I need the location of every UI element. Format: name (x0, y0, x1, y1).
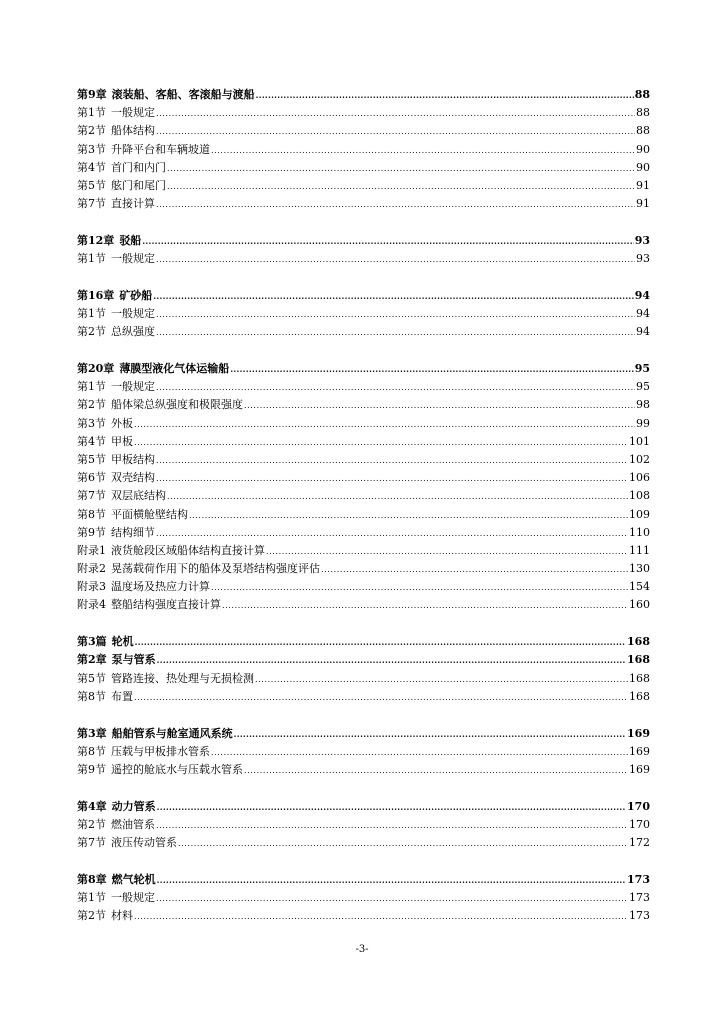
toc-entry-title: 燃气轮机 (111, 872, 156, 886)
toc-entry-page: 106 (629, 471, 650, 485)
toc-entry-page: 88 (636, 124, 650, 138)
toc-entry-title: 双层底结构 (111, 489, 166, 503)
toc-entry-page: 154 (629, 580, 650, 594)
toc-entry-title: 平面横舱壁结构 (111, 507, 188, 521)
toc-entry-title: 船体结构 (111, 124, 155, 138)
dot-leader (156, 251, 635, 269)
toc-entry[interactable] (77, 250, 650, 268)
toc-entry-title: 直接计算 (111, 197, 155, 211)
toc-entry-page: 95 (634, 362, 650, 376)
toc-entry[interactable] (77, 305, 650, 323)
toc-entry-page: 93 (636, 252, 650, 266)
toc-entry[interactable] (77, 506, 650, 524)
toc-entry-number: 第3节 (77, 142, 106, 156)
toc-entry-title: 燃油管系 (111, 817, 155, 831)
dot-leader (230, 360, 633, 378)
toc-entry-page: 130 (629, 562, 650, 576)
dot-leader (156, 123, 635, 141)
toc-entry-number: 第2节 (77, 817, 106, 831)
toc-entry-number: 第6节 (77, 471, 106, 485)
table-of-contents (77, 86, 650, 925)
dot-leader (156, 379, 635, 397)
toc-entry[interactable] (77, 596, 650, 614)
toc-entry-title: 一般规定 (111, 106, 155, 120)
toc-entry-number: 第3节 (77, 416, 106, 430)
toc-entry-title: 甲板结构 (111, 452, 155, 466)
toc-entry-page: 91 (636, 178, 650, 192)
dot-leader (244, 397, 635, 415)
toc-entry-number: 附录2 (77, 562, 106, 576)
dot-leader (256, 86, 634, 104)
dot-leader (156, 306, 635, 324)
toc-entry-page: 88 (636, 106, 650, 120)
toc-entry-number: 附录4 (77, 598, 106, 612)
dot-leader (157, 871, 626, 889)
toc-entry[interactable] (77, 177, 650, 195)
toc-heading-entry[interactable] (77, 871, 650, 889)
toc-entry-number: 第16章 (77, 288, 115, 302)
toc-entry-title: 材料 (111, 909, 133, 923)
toc-entry-page: 172 (629, 836, 650, 850)
dot-leader (266, 543, 628, 561)
dot-leader (157, 651, 626, 669)
toc-entry-page: 170 (627, 799, 650, 813)
toc-entry-page: 168 (627, 635, 650, 649)
toc-entry-number: 第1节 (77, 252, 106, 266)
toc-entry-title: 一般规定 (111, 307, 155, 321)
toc-entry-title: 动力管系 (111, 799, 156, 813)
dot-leader (234, 725, 626, 743)
toc-entry[interactable] (77, 761, 650, 779)
toc-entry-title: 液压传动管系 (111, 836, 177, 850)
dot-leader (167, 160, 635, 178)
dot-leader (135, 633, 626, 651)
toc-entry-number: 第2节 (77, 124, 106, 138)
toc-entry-page: 169 (627, 726, 650, 740)
dot-leader (255, 671, 628, 689)
dot-leader (134, 416, 635, 434)
toc-entry-page: 90 (636, 160, 650, 174)
toc-entry[interactable] (77, 104, 650, 122)
toc-entry-page: 99 (636, 416, 650, 430)
toc-entry-title: 船体梁总纵强度和极限强度 (111, 398, 243, 412)
toc-entry-number: 第20章 (77, 362, 115, 376)
toc-entry-number: 第2节 (77, 325, 106, 339)
toc-entry-number: 第9节 (77, 762, 106, 776)
toc-entry-number: 第3篇 (77, 635, 107, 649)
dot-leader (211, 579, 628, 597)
toc-entry-number: 第5节 (77, 452, 106, 466)
toc-entry[interactable] (77, 451, 650, 469)
toc-entry-title: 矿砂船 (119, 288, 153, 302)
toc-entry[interactable] (77, 141, 650, 159)
dot-leader (156, 817, 628, 835)
toc-entry-number: 第8节 (77, 744, 106, 758)
toc-entry-title: 液货舱段区域船体结构直接计算 (111, 543, 265, 557)
toc-entry-page: 91 (636, 197, 650, 211)
toc-entry[interactable] (77, 433, 650, 451)
toc-heading-entry[interactable] (77, 287, 650, 305)
toc-entry[interactable] (77, 578, 650, 596)
toc-entry-number: 第7节 (77, 489, 106, 503)
toc-entry-title: 总纵强度 (111, 325, 155, 339)
dot-leader (134, 434, 628, 452)
dot-leader (134, 689, 628, 707)
dot-leader (178, 835, 628, 853)
toc-entry-page: 170 (629, 817, 650, 831)
toc-entry-page: 93 (634, 233, 650, 247)
toc-entry[interactable] (77, 542, 650, 560)
toc-entry-number: 第4节 (77, 160, 106, 174)
dot-leader (156, 452, 628, 470)
toc-entry-number: 第7节 (77, 197, 106, 211)
toc-entry-title: 压载与甲板排水管系 (111, 744, 210, 758)
toc-entry[interactable] (77, 396, 650, 414)
toc-entry-page: 94 (634, 288, 650, 302)
toc-entry-number: 第4章 (77, 799, 107, 813)
toc-entry-title: 一般规定 (111, 252, 155, 266)
toc-entry-title: 遥控的舱底水与压载水管系 (111, 762, 243, 776)
dot-leader (321, 561, 628, 579)
toc-entry-number: 第1节 (77, 891, 106, 905)
toc-entry[interactable] (77, 670, 650, 688)
toc-entry[interactable] (77, 487, 650, 505)
toc-entry-title: 驳船 (119, 233, 142, 247)
toc-entry-number: 第3章 (77, 726, 107, 740)
toc-heading-entry[interactable] (77, 232, 650, 250)
toc-entry[interactable] (77, 159, 650, 177)
toc-entry-title: 升降平台和车辆坡道 (111, 142, 210, 156)
toc-entry-page: 168 (629, 671, 650, 685)
toc-entry-number: 第8章 (77, 872, 107, 886)
toc-entry-number: 第9节 (77, 525, 106, 539)
toc-entry-title: 泵与管系 (111, 653, 156, 667)
toc-heading-entry[interactable] (77, 633, 650, 651)
toc-entry[interactable] (77, 415, 650, 433)
dot-leader (222, 597, 628, 615)
toc-entry-page: 173 (627, 872, 650, 886)
toc-heading-entry[interactable] (77, 651, 650, 669)
toc-entry-title: 首门和内门 (111, 160, 166, 174)
dot-leader (167, 488, 628, 506)
toc-entry-title: 结构细节 (111, 525, 155, 539)
toc-entry[interactable] (77, 323, 650, 341)
dot-leader (134, 908, 628, 926)
toc-entry-title: 管路连接、热处理与无损检测 (111, 671, 254, 685)
toc-entry-number: 第8节 (77, 507, 106, 521)
toc-heading-entry[interactable] (77, 725, 650, 743)
toc-entry-number: 第5节 (77, 671, 106, 685)
toc-entry-page: 102 (629, 452, 650, 466)
toc-entry[interactable] (77, 122, 650, 140)
toc-entry-title: 船舶管系与舱室通风系统 (111, 726, 233, 740)
dot-leader (211, 142, 635, 160)
toc-entry-title: 轮机 (111, 635, 134, 649)
toc-entry-title: 温度场及热应力计算 (111, 580, 210, 594)
dot-leader (156, 196, 635, 214)
toc-entry[interactable] (77, 743, 650, 761)
toc-entry-page: 101 (629, 434, 650, 448)
toc-entry[interactable] (77, 469, 650, 487)
toc-entry-page: 94 (636, 307, 650, 321)
toc-entry-title: 外板 (111, 416, 133, 430)
toc-entry-page: 108 (629, 489, 650, 503)
toc-entry[interactable] (77, 816, 650, 834)
toc-entry-title: 晃荡载荷作用下的船体及泵塔结构强度评估 (111, 562, 320, 576)
toc-entry[interactable] (77, 378, 650, 396)
toc-entry-page: 169 (629, 762, 650, 776)
dot-leader (211, 744, 628, 762)
toc-entry-number: 第8节 (77, 689, 106, 703)
toc-entry-number: 第4节 (77, 434, 106, 448)
toc-entry-page: 94 (636, 325, 650, 339)
toc-entry-number: 第2节 (77, 398, 106, 412)
toc-entry[interactable] (77, 688, 650, 706)
dot-leader (156, 470, 628, 488)
dot-leader (156, 890, 628, 908)
toc-entry-number: 第5节 (77, 178, 106, 192)
toc-heading-entry[interactable] (77, 86, 650, 104)
toc-entry-page: 168 (629, 689, 650, 703)
toc-entry-number: 附录3 (77, 580, 106, 594)
toc-entry-number: 第12章 (77, 233, 115, 247)
toc-entry-number: 第1节 (77, 307, 106, 321)
toc-entry-page: 111 (629, 543, 650, 557)
toc-entry-page: 88 (634, 88, 650, 101)
toc-entry-title: 一般规定 (111, 380, 155, 394)
toc-entry-page: 168 (627, 653, 650, 667)
toc-entry-number: 第9章 (77, 88, 107, 101)
page-number: -3- (355, 944, 369, 955)
dot-leader (167, 178, 635, 196)
dot-leader (189, 507, 628, 525)
toc-entry-page: 98 (636, 398, 650, 412)
toc-entry-title: 薄膜型液化气体运输船 (119, 362, 230, 376)
toc-entry-page: 95 (636, 380, 650, 394)
toc-entry-page: 173 (629, 909, 650, 923)
toc-entry[interactable] (77, 907, 650, 925)
dot-leader (142, 232, 633, 250)
toc-entry-title: 滚装船、客船、客滚船与渡船 (111, 88, 255, 101)
dot-leader (156, 525, 628, 543)
toc-entry-number: 第1节 (77, 380, 106, 394)
toc-entry-number: 第7节 (77, 836, 106, 850)
toc-entry[interactable] (77, 834, 650, 852)
toc-entry-number: 第1节 (77, 106, 106, 120)
toc-entry[interactable] (77, 195, 650, 213)
toc-entry-number: 第2节 (77, 909, 106, 923)
toc-entry-title: 布置 (111, 689, 133, 703)
dot-leader (157, 798, 626, 816)
toc-heading-entry[interactable] (77, 360, 650, 378)
dot-leader (156, 324, 635, 342)
toc-entry-page: 109 (629, 507, 650, 521)
toc-entry-title: 整船结构强度直接计算 (111, 598, 221, 612)
toc-entry-title: 甲板 (111, 434, 133, 448)
toc-entry-page: 169 (629, 744, 650, 758)
toc-entry-page: 90 (636, 142, 650, 156)
dot-leader (153, 287, 633, 305)
toc-entry[interactable] (77, 560, 650, 578)
toc-entry-number: 第2章 (77, 653, 107, 667)
toc-entry[interactable] (77, 889, 650, 907)
toc-entry[interactable] (77, 524, 650, 542)
toc-entry-title: 一般规定 (111, 891, 155, 905)
toc-entry-number: 附录1 (77, 543, 106, 557)
dot-leader (244, 762, 628, 780)
toc-heading-entry[interactable] (77, 798, 650, 816)
toc-entry-page: 173 (629, 891, 650, 905)
toc-entry-title: 舷门和尾门 (111, 178, 166, 192)
toc-entry-title: 双壳结构 (111, 471, 155, 485)
dot-leader (156, 105, 635, 123)
toc-entry-page: 110 (629, 525, 650, 539)
toc-entry-page: 160 (629, 598, 650, 612)
